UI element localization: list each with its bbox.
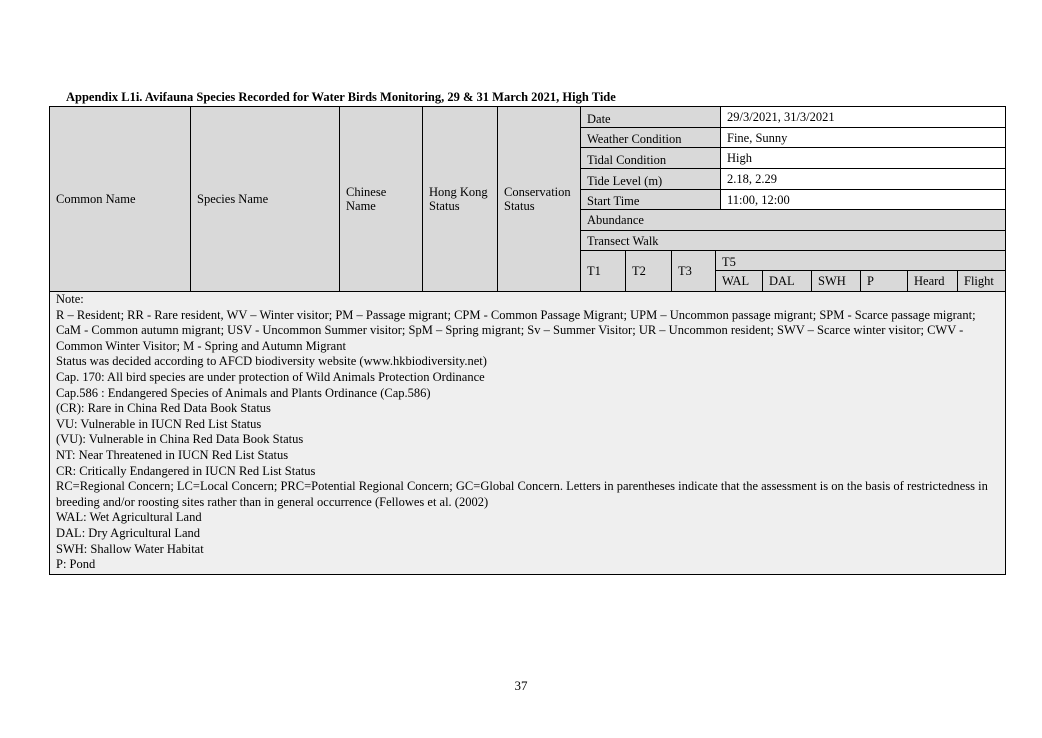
transect-t3 bbox=[672, 251, 716, 292]
note-line: CR: Critically Endangered in IUCN Red List Status bbox=[56, 463, 316, 478]
date-value-cell bbox=[721, 107, 1005, 128]
transect-t2 bbox=[626, 251, 672, 292]
col-hk-status-line2: Status bbox=[429, 199, 460, 213]
t5-p-label: P bbox=[867, 274, 874, 288]
weather-label: Weather Condition bbox=[587, 132, 682, 146]
col-common-name-label: Common Name bbox=[56, 192, 136, 206]
weather-label-cell bbox=[581, 128, 721, 148]
start-time-label-cell bbox=[581, 190, 721, 210]
transect-walk-row bbox=[581, 231, 1005, 251]
col-hk-status-line1: Hong Kong bbox=[429, 185, 488, 199]
col-conservation-status bbox=[498, 107, 581, 292]
t5-p bbox=[861, 271, 908, 292]
note-line: DAL: Dry Agricultural Land bbox=[56, 525, 201, 540]
tidal-value-cell bbox=[721, 148, 1005, 169]
start-time-label: Start Time bbox=[587, 194, 640, 208]
note-line: Status was decided according to AFCD biodiversity website (www.hkbiodiversity.net) bbox=[56, 354, 487, 369]
weather-value-cell bbox=[721, 128, 1005, 148]
abundance-row bbox=[581, 210, 1005, 231]
note-line: (CR): Rare in China Red Data Book Status bbox=[56, 401, 271, 416]
note-line: Cap.586 : Endangered Species of Animals and Plants Ordinance (Cap.586) bbox=[56, 385, 431, 400]
col-chinese-name bbox=[340, 107, 423, 292]
tide-level-label-cell bbox=[581, 169, 721, 190]
start-time-value: 11:00, 12:00 bbox=[727, 192, 790, 207]
tide-level-value-cell bbox=[721, 169, 1005, 190]
note-line: VU: Vulnerable in IUCN Red List Status bbox=[56, 416, 262, 431]
col-conservation-status-line2: Status bbox=[504, 199, 535, 213]
note-line: P: Pond bbox=[56, 557, 96, 572]
note-line: SWH: Shallow Water Habitat bbox=[56, 541, 204, 556]
transect-t5 bbox=[716, 251, 1005, 271]
t5-dal bbox=[763, 271, 812, 292]
transect-t1-label: T1 bbox=[587, 264, 601, 278]
note-line: RC=Regional Concern; LC=Local Concern; PRC=Potential Regional Concern; GC=Global Concern. Letters in parentheses indicate that the assessment is on the basis of restrictedness in breeding and/or roosting sites rather than in general occurrence (Fellowes et al. (2002) bbox=[56, 479, 988, 509]
t5-heard-label: Heard bbox=[914, 274, 945, 288]
col-species-name-label: Species Name bbox=[197, 192, 269, 206]
transect-t1 bbox=[581, 251, 626, 292]
col-chinese-name-line2: Name bbox=[346, 199, 376, 213]
transect-walk-label: Transect Walk bbox=[587, 233, 659, 248]
t5-wal-label: WAL bbox=[722, 274, 750, 288]
note-line: Cap. 170: All bird species are under protection of Wild Animals Protection Ordinance bbox=[56, 369, 485, 384]
t5-flight-label: Flight bbox=[964, 274, 994, 288]
tidal-label-cell bbox=[581, 148, 721, 169]
date-label: Date bbox=[587, 111, 611, 126]
t5-swh-label: SWH bbox=[818, 274, 846, 288]
tide-level-value: 2.18, 2.29 bbox=[727, 172, 777, 186]
note-line: (VU): Vulnerable in China Red Data Book Status bbox=[56, 432, 304, 447]
t5-swh bbox=[812, 271, 861, 292]
tidal-label: Tidal Condition bbox=[587, 152, 667, 167]
t5-wal bbox=[716, 271, 763, 292]
date-label-cell bbox=[581, 107, 721, 128]
col-conservation-status-line1: Conservation bbox=[504, 185, 571, 199]
tide-level-label: Tide Level (m) bbox=[587, 173, 663, 188]
transect-t2-label: T2 bbox=[632, 264, 646, 278]
t5-flight bbox=[958, 271, 1005, 292]
note-line: R – Resident; RR - Rare resident, WV – Winter visitor; PM – Passage migrant; CPM - Common Passage Migrant; UPM – Uncommon passage migrant; SPM - Scarce passage migrant; CaM - Common autumn migrant; USV - Uncommon Summer visitor; SpM – Spring migrant; Sv – Summer Visitor; UR – Uncommon resident; SWV – Scarce winter visitor; CWV - Common Winter Visitor; M - Spring and Autumn Migrant bbox=[56, 307, 976, 353]
note-heading: Note: bbox=[56, 292, 84, 306]
start-time-value-cell bbox=[721, 190, 1005, 210]
col-common-name bbox=[50, 107, 191, 292]
tidal-value: High bbox=[727, 151, 752, 165]
date-value: 29/3/2021, 31/3/2021 bbox=[727, 110, 835, 124]
note-line: WAL: Wet Agricultural Land bbox=[56, 510, 202, 525]
t5-heard bbox=[908, 271, 958, 292]
transect-t3-label: T3 bbox=[678, 264, 692, 278]
species-table bbox=[49, 106, 1006, 575]
transect-t5-label: T5 bbox=[722, 255, 736, 269]
appendix-title: Appendix L1i. Avifauna Species Recorded for Water Birds Monitoring, 29 & 31 March 2021, High Tide bbox=[66, 90, 616, 104]
t5-dal-label: DAL bbox=[769, 274, 795, 288]
weather-value: Fine, Sunny bbox=[727, 130, 788, 145]
col-species-name bbox=[191, 107, 340, 292]
col-hk-status bbox=[423, 107, 498, 292]
abundance-label: Abundance bbox=[587, 213, 644, 227]
notes-section bbox=[50, 292, 1005, 573]
col-chinese-name-line1: Chinese bbox=[346, 185, 387, 199]
page-number: 37 bbox=[514, 678, 528, 693]
note-line: NT: Near Threatened in IUCN Red List Status bbox=[56, 447, 289, 462]
